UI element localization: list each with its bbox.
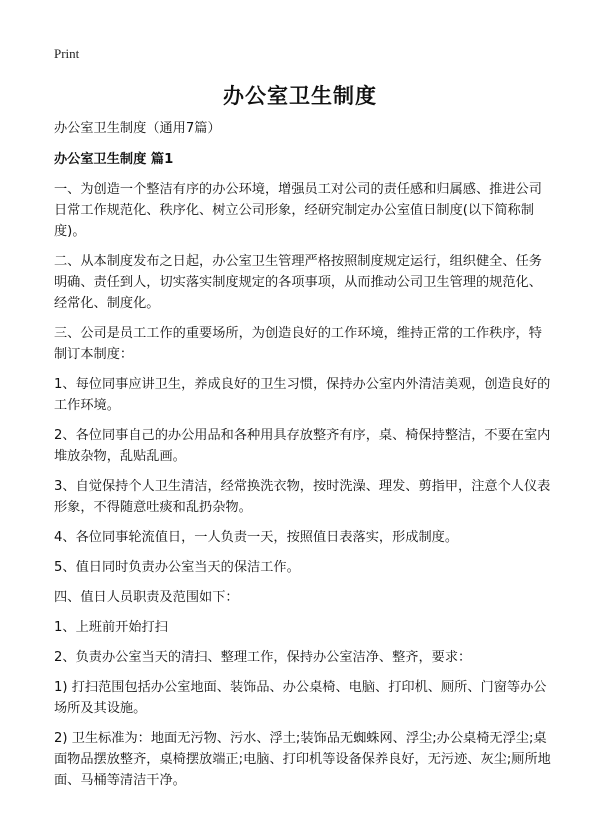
paragraph: 1、上班前开始打扫 [54, 620, 168, 635]
paragraph: 3、自觉保持个人卫生清洁，经常换洗衣物，按时洗澡、理发、剪指甲，注意个人仪表形象，不得随意吐痰和乱扔杂物。 [54, 479, 551, 515]
document-body [54, 118, 554, 800]
paragraph: 2) 卫生标准为：地面无污物、污水、浮土;装饰品无蜘蛛网、浮尘;办公桌椅无浮尘;桌面物品摆放整齐，桌椅摆放端正;电脑、打印机等设备保养良好，无污迹、灰尘;厕所地面、马桶等清洁干净。 [54, 731, 551, 788]
paragraph: 5、值日同时负责办公室当天的保洁工作。 [54, 560, 300, 575]
paragraph: 2、各位同事自己的办公用品和各种用具存放整齐有序，桌、椅保持整洁，不要在室内堆放杂物，乱贴乱画。 [54, 428, 551, 464]
paragraph: 1) 打扫范围包括办公室地面、装饰品、办公桌椅、电脑、打印机、厕所、门窗等办公场所及其设施。 [54, 680, 547, 716]
print-label: Print [54, 46, 80, 61]
paragraph: 四、值日人员职责及范围如下： [54, 590, 239, 605]
paragraph: 一、为创造一个整洁有序的办公环境，增强员工对公司的责任感和归属感、推进公司日常工作规范化、秩序化、树立公司形象，经研究制定办公室值日制度(以下简称制度)。 [54, 182, 542, 239]
page-title: 办公室卫生制度 [223, 84, 377, 108]
paragraph: 二、从本制度发布之日起，办公室卫生管理严格按照制度规定运行，组织健全、任务明确、责任到人，切实落实制度规定的各项事项，从而推动公司卫生管理的规范化、经常化、制度化。 [54, 254, 542, 311]
paragraph: 1、每位同事应讲卫生，养成良好的卫生习惯，保持办公室内外清洁美观，创造良好的工作环境。 [54, 377, 551, 413]
paragraph: 2、负责办公室当天的清扫、整理工作，保持办公室洁净、整齐，要求： [54, 650, 472, 665]
paragraph: 三、公司是员工工作的重要场所，为创造良好的工作环境，维持正常的工作秩序，特制订本制度： [54, 326, 542, 362]
paragraph: 4、各位同事轮流值日，一人负责一天，按照值日表落实，形成制度。 [54, 530, 459, 545]
document-subtitle: 办公室卫生制度（通用7篇） [54, 121, 221, 136]
section-heading: 办公室卫生制度 篇1 [54, 152, 174, 167]
